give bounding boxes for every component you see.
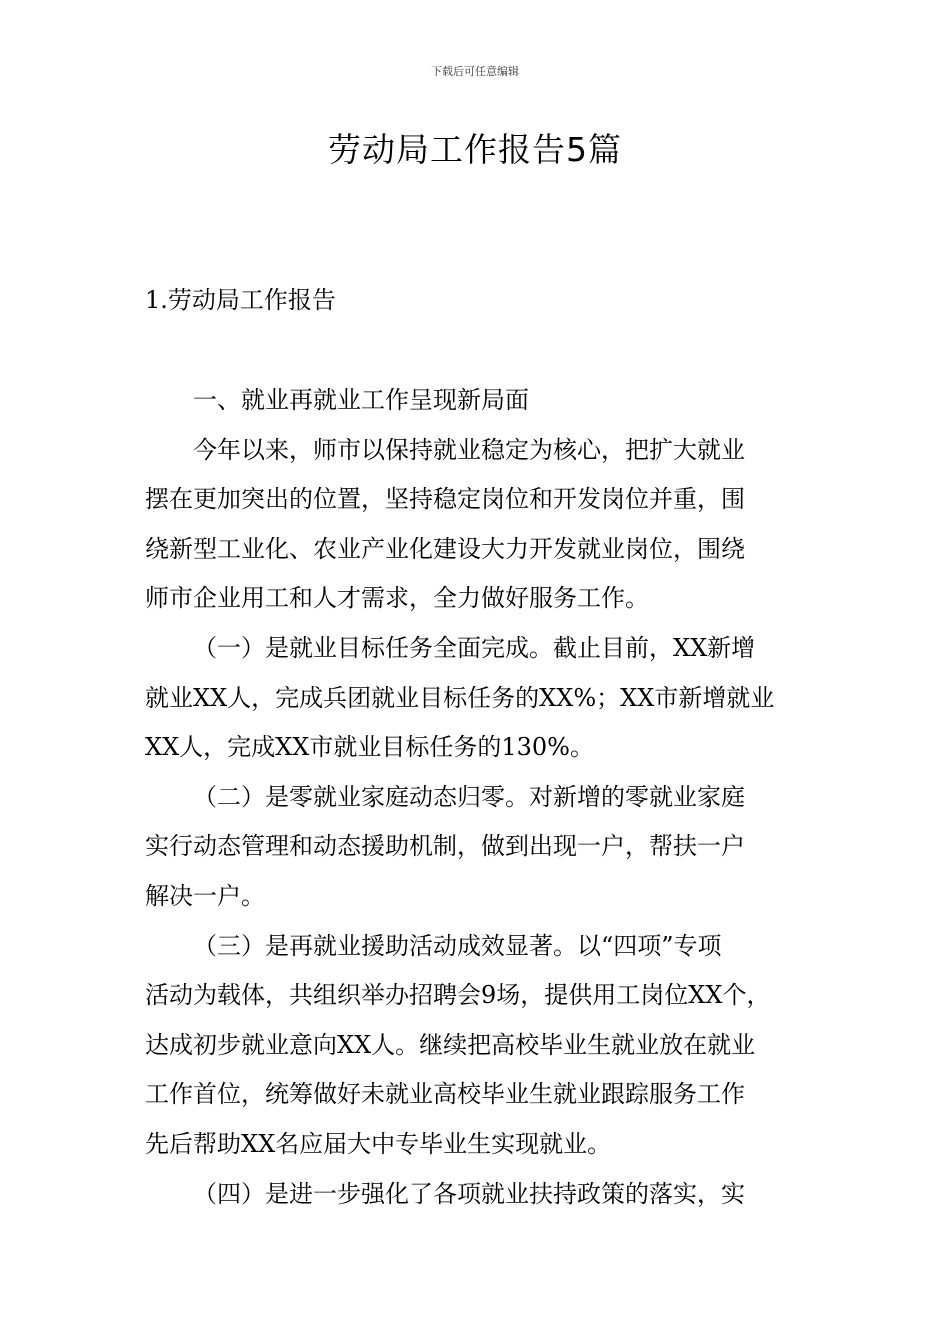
document-title: 劳动局工作报告5篇 [328, 130, 622, 169]
body-line: 今年以来，师市以保持就业稳定为核心，把扩大就业 [193, 435, 745, 464]
body-line: 活动为载体，共组织举办招聘会9场，提供用工岗位XX个， [145, 981, 771, 1010]
body-line: 达成初步就业意向XX人。继续把高校毕业生就业放在就业 [145, 1030, 756, 1059]
body-line: 绕新型工业化、农业产业化建设大力开发就业岗位，围绕 [145, 534, 745, 563]
body-line: XX人，完成XX市就业目标任务的130%。 [145, 733, 594, 762]
subsection-heading: 一、就业再就业工作呈现新局面 [193, 386, 529, 414]
body-line: 就业XX人，完成兵团就业目标任务的XX%；XX市新增就业 [145, 683, 775, 712]
body-line: （四）是进一步强化了各项就业扶持政策的落实，实 [193, 1179, 745, 1208]
body-line: （三）是再就业援助活动成效显著。以“四项”专项 [193, 931, 722, 960]
body-line: 摆在更加突出的位置，坚持稳定岗位和开发岗位并重，围 [145, 485, 745, 514]
body-line: 解决一户。 [145, 881, 265, 910]
header-note: 下载后可任意编辑 [431, 65, 519, 78]
body-line: （一）是就业目标任务全面完成。截止目前，XX新增 [193, 633, 756, 662]
body-line: 师市企业用工和人才需求，全力做好服务工作。 [145, 584, 649, 613]
document-body [145, 380, 810, 1223]
body-line: 实行动态管理和动态援助机制，做到出现一户，帮扶一户 [145, 832, 745, 861]
body-line: 工作首位，统筹做好未就业高校毕业生就业跟踪服务工作 [145, 1080, 745, 1109]
section-title: 1.劳动局工作报告 [145, 286, 336, 314]
body-line: （二）是零就业家庭动态归零。对新增的零就业家庭 [193, 782, 745, 811]
body-line: 先后帮助XX名应届大中专毕业生实现就业。 [145, 1129, 612, 1158]
